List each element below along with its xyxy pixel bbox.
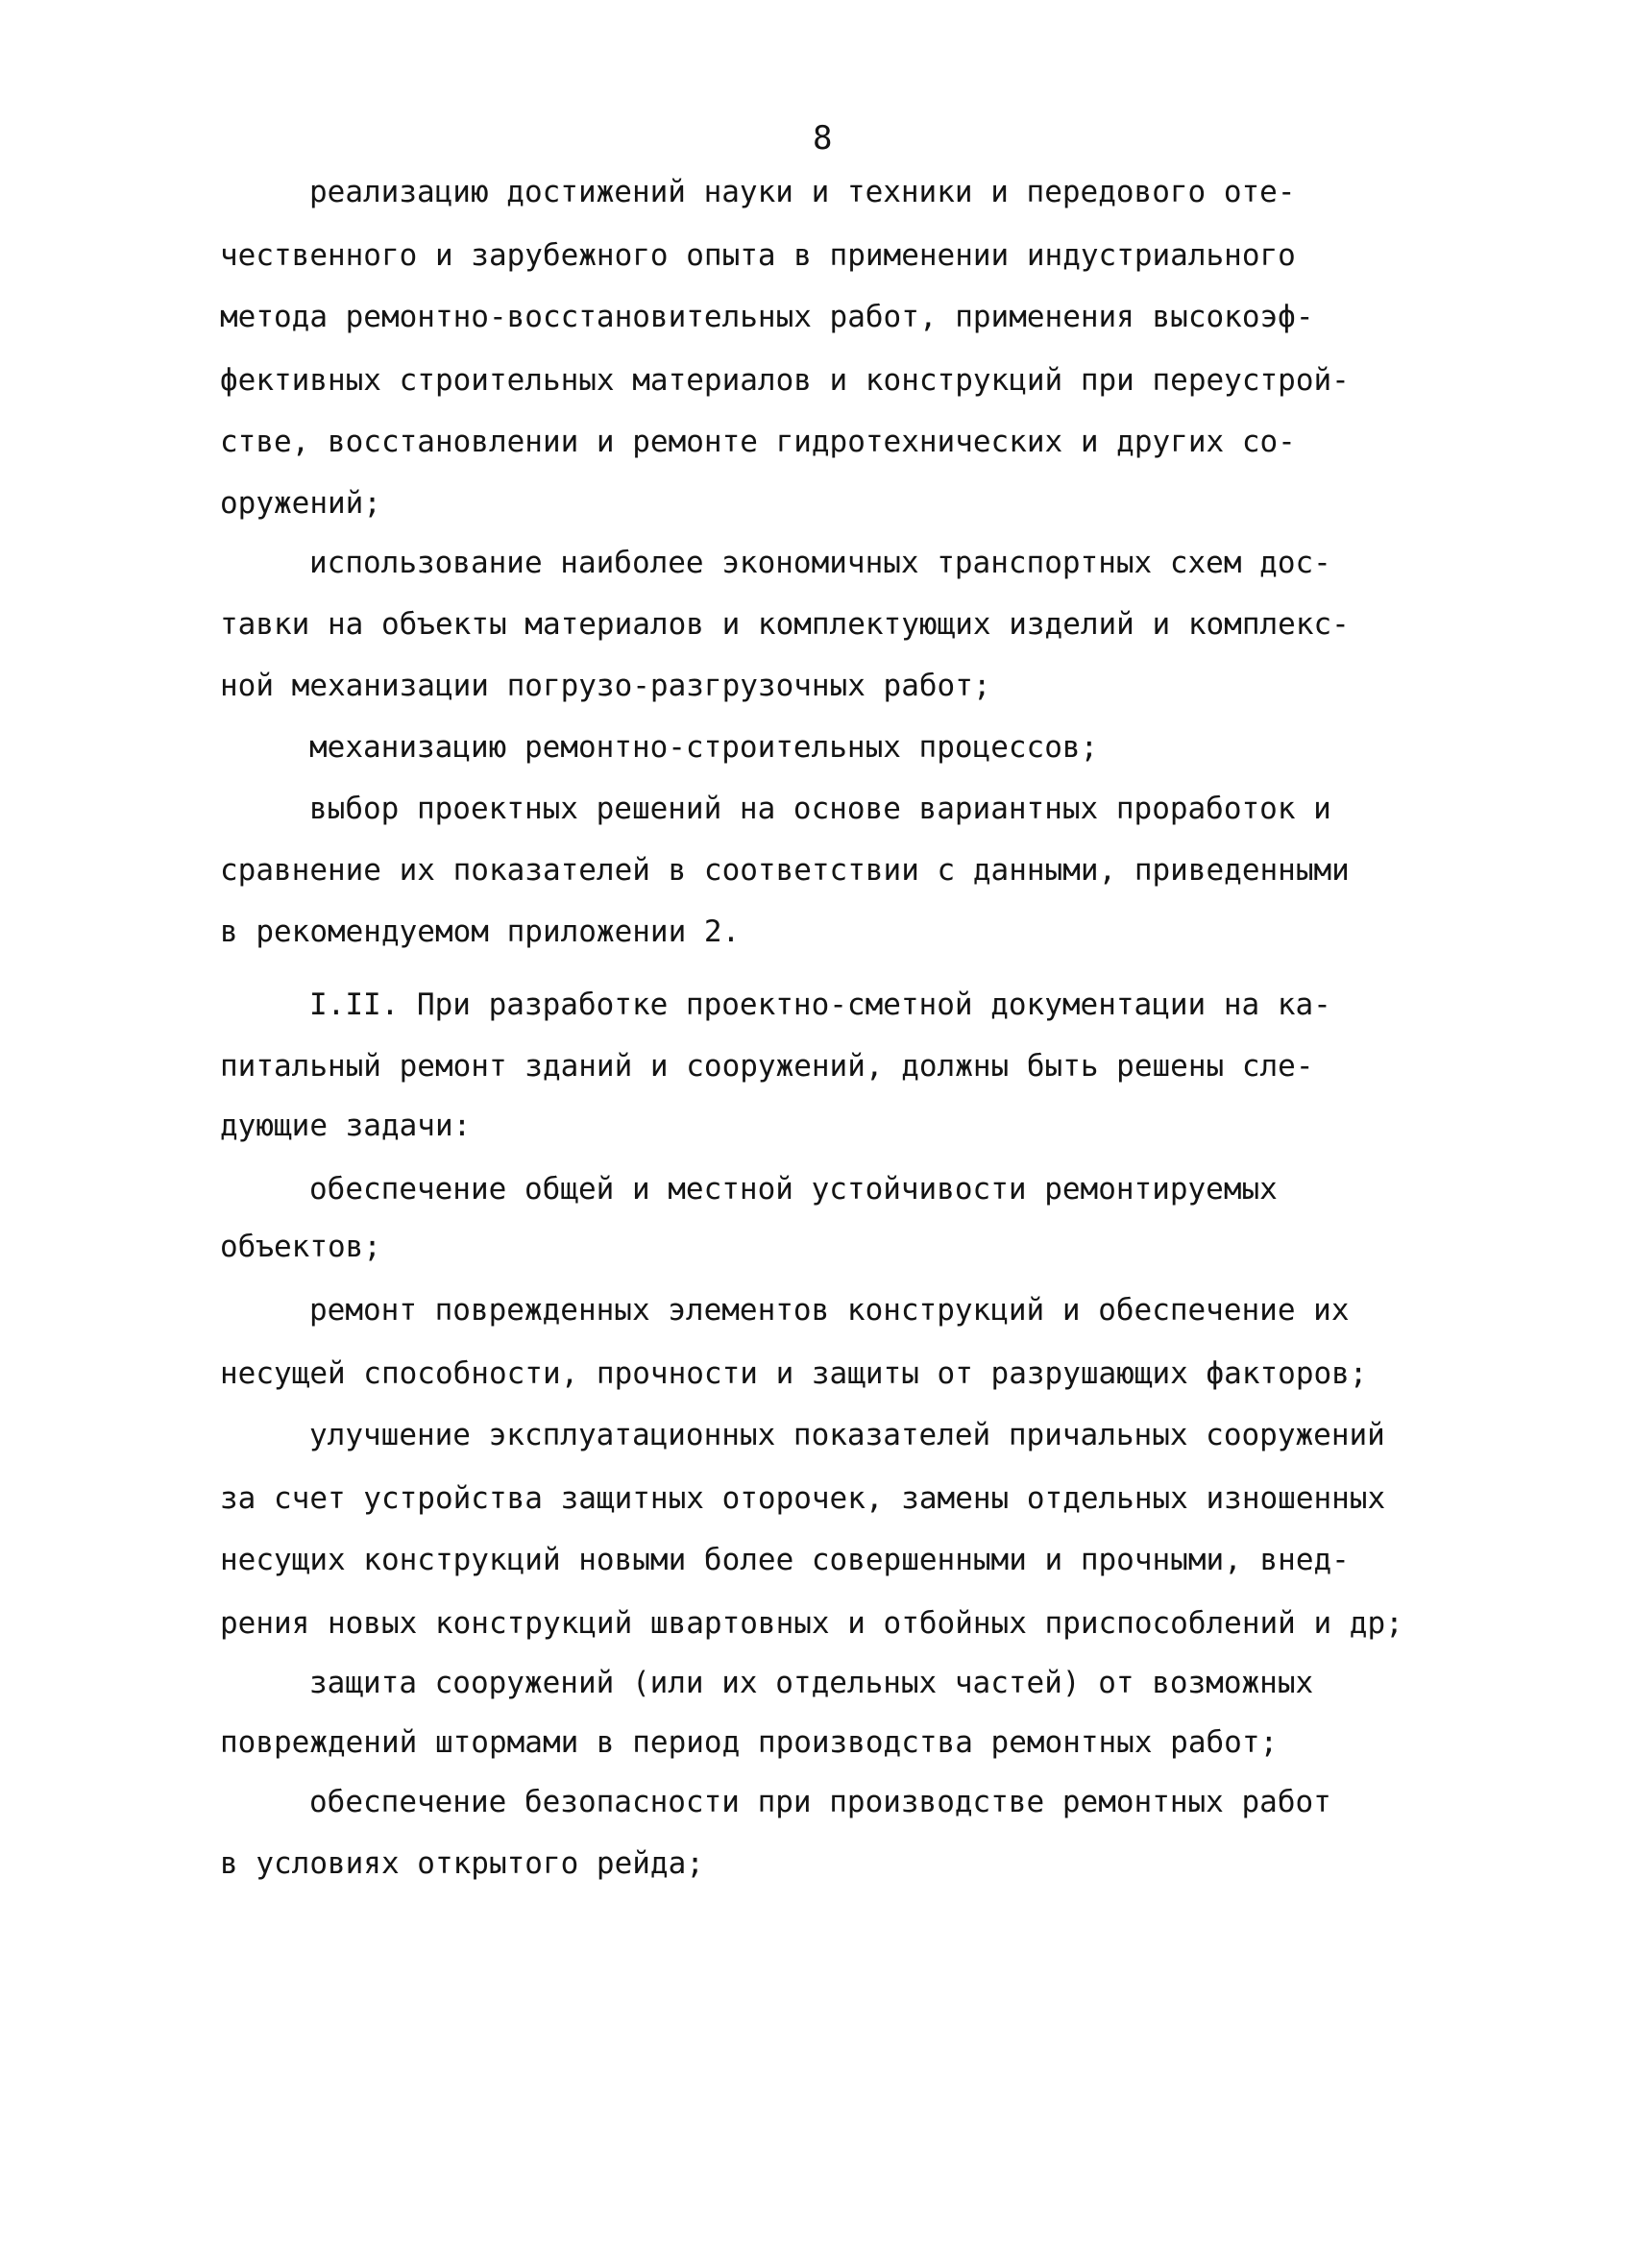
text-line: рения новых конструкций швартовных и отбойных приспособлений и др;: [220, 1606, 1403, 1641]
text-line: сравнение их показателей в соответствии с данными, приведенными: [220, 853, 1350, 888]
text-line: тавки на объекты материалов и комплектующих изделий и комплекс-: [220, 607, 1350, 642]
text-line: несущих конструкций новыми более совершенными и прочными, внед-: [220, 1543, 1350, 1577]
page-number: 8: [813, 119, 833, 158]
text-line: I.II. При разработке проектно-сметной документации на ка-: [309, 988, 1331, 1022]
text-line: улучшение эксплуатационных показателей причальных сооружений: [309, 1418, 1385, 1452]
text-line: обеспечение безопасности при производстве ремонтных работ: [309, 1785, 1331, 1819]
text-line: ной механизации погрузо-разгрузочных работ;: [220, 669, 991, 703]
text-line: дующие задачи:: [220, 1109, 472, 1143]
text-line: реализацию достижений науки и техники и передового оте-: [309, 175, 1296, 209]
text-line: повреждений штормами в период производства ремонтных работ;: [220, 1725, 1279, 1760]
text-line: питальный ремонт зданий и сооружений, должны быть решены сле-: [220, 1049, 1314, 1084]
text-line: выбор проектных решений на основе вариантных проработок и: [309, 792, 1331, 826]
text-line: стве, восстановлении и ремонте гидротехнических и других со-: [220, 425, 1296, 459]
text-line: оружений;: [220, 486, 381, 521]
text-line: защита сооружений (или их отдельных частей) от возможных: [309, 1666, 1314, 1700]
text-line: за счет устройства защитных оторочек, замены отдельных изношенных: [220, 1481, 1386, 1516]
text-line: обеспечение общей и местной устойчивости ремонтируемых: [309, 1172, 1278, 1207]
text-line: ремонт поврежденных элементов конструкций и обеспечение их: [309, 1293, 1350, 1328]
text-line: объектов;: [220, 1230, 381, 1264]
text-line: механизацию ремонтно-строительных процессов;: [309, 730, 1099, 765]
text-line: использование наиболее экономичных транспортных схем дос-: [309, 546, 1331, 580]
text-line: несущей способности, прочности и защиты от разрушающих факторов;: [220, 1356, 1368, 1391]
text-line: фективных строительных материалов и конструкций при переустрой-: [220, 363, 1350, 398]
text-line: в условиях открытого рейда;: [220, 1846, 704, 1881]
text-line: чественного и зарубежного опыта в применении индустриального: [220, 238, 1296, 273]
text-line: в рекомендуемом приложении 2.: [220, 915, 741, 949]
text-line: метода ремонтно-восстановительных работ, применения высокоэф-: [220, 300, 1314, 334]
